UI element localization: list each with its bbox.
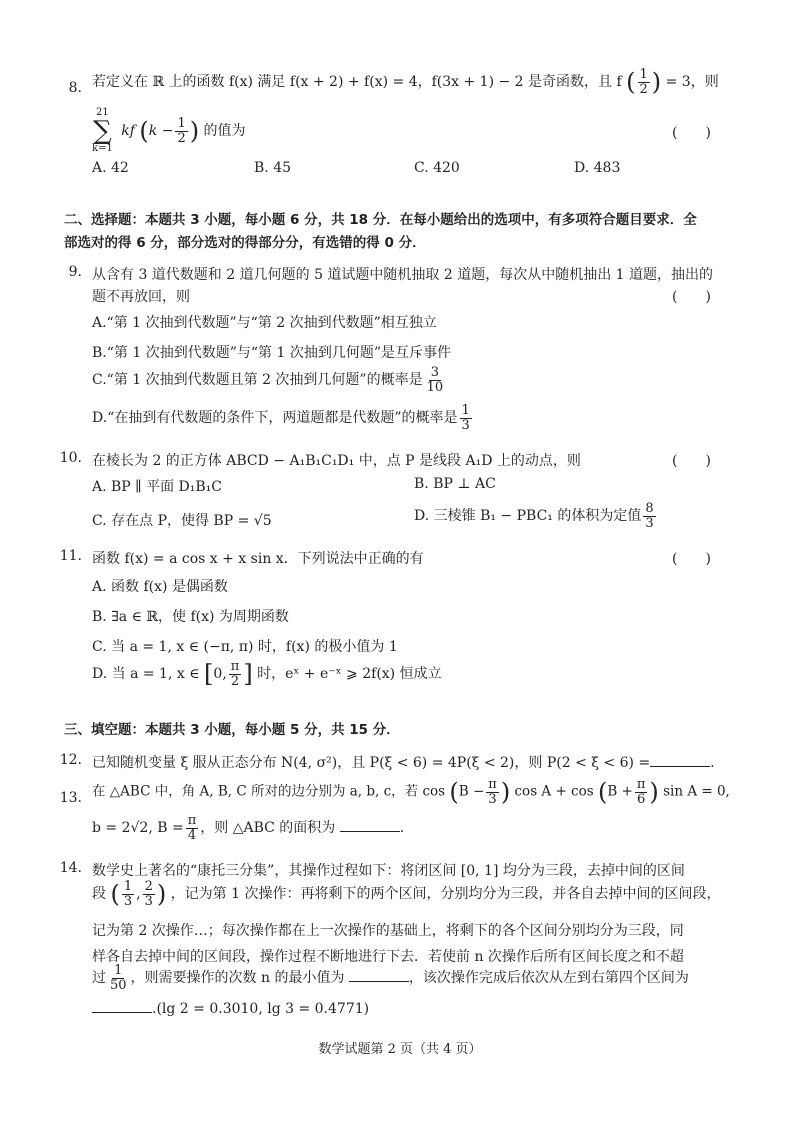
q9-option-c[interactable]: C.“第 1 次抽到代数题且第 2 次抽到几何题”的概率是 $\frac{3}{10}$ bbox=[92, 365, 444, 395]
q11-answer-bracket[interactable]: ( ) bbox=[672, 551, 711, 567]
section2-heading-line2: 部选对的得 6 分，部分选对的得部分分，有选错的得 0 分． bbox=[64, 235, 426, 251]
q13-line1: 在 △ABC 中，角 A, B, C 所对的边分别为 a, b, c，若 cos (B − $\frac{\pi}{3}$ ) cos A + cos (B + $\frac{\pi}{6}$ ) sin A = 0, bbox=[92, 777, 730, 807]
q9-number: 9. bbox=[68, 264, 82, 280]
section2-heading-line1: 二、选择题：本题共 3 小题，每小题 6 分，共 18 分．在每小题给出的选项中，有多项符合题目要求．全 bbox=[64, 212, 697, 228]
q14-line4: 样各自去掉中间的区间段，操作过程不断地进行下去．若使前 n 次操作后所有区间长度之和不超 bbox=[92, 949, 684, 965]
q13-fraction-1: $\frac{\pi}{3}$ bbox=[488, 777, 497, 807]
q13-fraction-2: $\frac{\pi}{6}$ bbox=[636, 777, 646, 807]
q13-fraction-3: $\frac{\pi}{4}$ bbox=[187, 813, 197, 843]
q8-stem-line1 bbox=[92, 68, 719, 96]
q13-answer-blank[interactable] bbox=[340, 819, 400, 832]
q8-answer-bracket[interactable]: ( ) bbox=[672, 125, 711, 141]
q8-summation: 21 ∑ k=1 bbox=[92, 107, 113, 154]
q14-line6: .(lg 2 = 0.3010, lg 3 = 0.4771) bbox=[92, 1000, 369, 1017]
q14-fraction-1: $\frac{1}{3}$ bbox=[123, 879, 133, 909]
q9-option-d-fraction: $\frac{1}{3}$ bbox=[461, 403, 470, 433]
q11-option-a[interactable]: A. 函数 f(x) 是偶函数 bbox=[92, 579, 228, 595]
q8-number: 8. bbox=[68, 80, 82, 96]
q8-paren-open: ( bbox=[626, 68, 636, 97]
q10-stem: 在棱长为 2 的正方体 ABCD − A₁B₁C₁D₁ 中，点 P 是线段 A₁D 上的动点，则 bbox=[92, 453, 581, 469]
section3-heading: 三、填空题：本题共 3 小题，每小题 5 分，共 15 分． bbox=[64, 722, 400, 738]
q11-option-b[interactable]: B. ∃a ∈ ℝ，使 f(x) 为周期函数 bbox=[92, 609, 289, 625]
q12-answer-blank[interactable] bbox=[650, 754, 710, 767]
q8-option-b[interactable]: B. 45 bbox=[254, 160, 292, 176]
q11-option-c[interactable]: C. 当 a = 1, x ∈ (−π, π) 时，f(x) 的极小值为 1 bbox=[92, 639, 398, 655]
q14-answer-blank-2[interactable] bbox=[92, 1000, 152, 1013]
q9-option-b[interactable]: B.“第 1 次抽到代数题”与“第 1 次抽到几何题”是互斥事件 bbox=[92, 345, 451, 361]
q11-option-d[interactable]: D. 当 a = 1, x ∈ [0, $\frac{\pi}{2}$ ] 时，eˣ + e⁻ˣ ⩾ 2f(x) 恒成立 bbox=[92, 659, 442, 689]
q14-fraction-3: $\frac{1}{50}$ bbox=[110, 963, 127, 993]
q10-option-d-fraction: $\frac{8}{3}$ bbox=[645, 501, 654, 531]
page-footer: 数学试题第 2 页（共 4 页） bbox=[318, 1042, 482, 1057]
q13-line2: b = 2√2, B = $\frac{\pi}{4}$ ，则 △ABC 的面积为 . bbox=[92, 813, 405, 843]
q8-option-a[interactable]: A. 42 bbox=[92, 160, 129, 176]
q10-option-b[interactable]: B. BP ⊥ AC bbox=[414, 476, 496, 492]
q8-paren-close: ) bbox=[651, 68, 662, 97]
q9-answer-bracket[interactable]: ( ) bbox=[672, 289, 711, 305]
q8-option-d[interactable]: D. 483 bbox=[574, 160, 621, 176]
q12-stem: 已知随机变量 ξ 服从正态分布 N(4, σ²)，且 P(ξ < 6) = 4P(ξ < 2)，则 P(2 < ξ < 6) = . bbox=[92, 755, 715, 771]
q12-number: 12. bbox=[59, 752, 82, 768]
q14-line2: 段 ( $\frac{1}{3}$ , $\frac{2}{3}$ ) ，记为第 1 次操作：再将剩下的两个区间，分别均分为三段，并各自去掉中间的区间段， bbox=[92, 879, 721, 909]
q9-option-c-fraction: $\frac{3}{10}$ bbox=[426, 365, 444, 395]
q8-fraction: $\frac{1}{2}$ bbox=[639, 67, 648, 97]
q10-option-d[interactable]: D. 三棱锥 B₁ − PBC₁ 的体积为定值 $\frac{8}{3}$ bbox=[414, 501, 654, 531]
q14-line3: 记为第 2 次操作…；每次操作都在上一次操作的基础上，将剩下的各个区间分别均分为三段，同 bbox=[92, 923, 684, 939]
q14-line1: 数学史上著名的“康托三分集”，其操作过程如下：将闭区间 [0, 1] 均分为三段，去掉中间的区间 bbox=[92, 863, 685, 879]
q14-line5: 过 $\frac{1}{50}$ ，则需要操作的次数 n 的最小值为 ，该次操作完成后依次从左到右第四个区间为 bbox=[92, 963, 689, 993]
q9-option-a[interactable]: A.“第 1 次抽到代数题”与“第 2 次抽到代数题”相互独立 bbox=[92, 315, 437, 331]
q8-sum-fraction: $\frac{1}{2}$ bbox=[177, 115, 186, 146]
q8-stem-tail: = 3，则 bbox=[665, 74, 719, 91]
q11-option-d-fraction: $\frac{\pi}{2}$ bbox=[230, 659, 240, 689]
q11-stem: 函数 f(x) = a cos x + x sin x．下列说法中正确的有 bbox=[92, 551, 424, 567]
q9-option-d[interactable]: D.“在抽到有代数题的条件下，两道题都是代数题”的概率是 $\frac{1}{3}$ bbox=[92, 403, 470, 433]
q8-sum-expr: kf bbox=[121, 123, 135, 139]
q14-fraction-2: $\frac{2}{3}$ bbox=[144, 879, 153, 909]
q14-answer-blank-1[interactable] bbox=[349, 969, 409, 982]
q10-number: 10. bbox=[59, 450, 82, 466]
q10-option-a[interactable]: A. BP ∥ 平面 D₁B₁C bbox=[92, 479, 222, 495]
q13-number: 13. bbox=[59, 790, 82, 806]
q9-stem-line1: 从含有 3 道代数题和 2 道几何题的 5 道试题中随机抽取 2 道题，每次从中随机抽出 1 道题，抽出的 bbox=[92, 267, 714, 283]
q11-number: 11. bbox=[59, 548, 82, 564]
q8-stem-text: 若定义在 ℝ 上的函数 f(x) 满足 f(x + 2) + f(x) = 4，f(3x + 1) − 2 是奇函数，且 f bbox=[92, 74, 622, 91]
q8-option-c[interactable]: C. 420 bbox=[414, 160, 460, 176]
q8-sum-tail: 的值为 bbox=[203, 123, 246, 139]
q10-option-c[interactable]: C. 存在点 P，使得 BP = √5 bbox=[92, 513, 272, 529]
q9-stem-line2: 题不再放回，则 bbox=[92, 289, 190, 305]
q14-number: 14. bbox=[59, 860, 82, 876]
q8-sum-line: 21 ∑ k=1 kf (k − $\frac{1}{2}$ ) 的值为 bbox=[92, 107, 246, 154]
q10-answer-bracket[interactable]: ( ) bbox=[672, 453, 711, 469]
